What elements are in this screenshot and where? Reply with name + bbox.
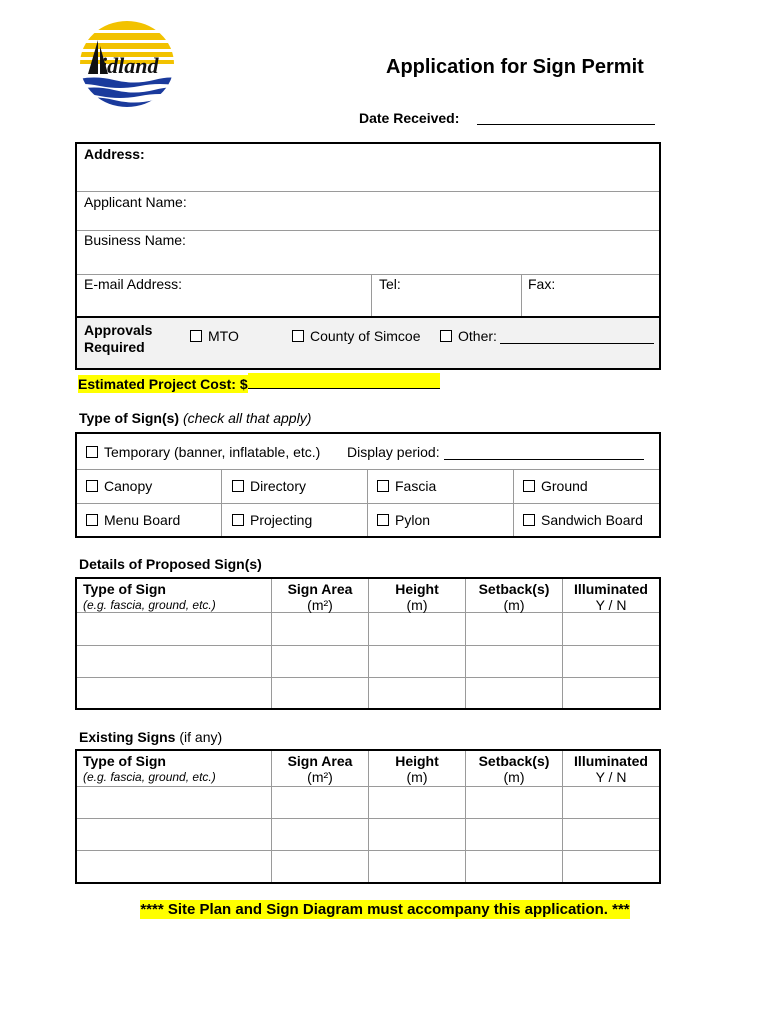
proposed-row-3[interactable] bbox=[77, 678, 659, 708]
business-name-field[interactable] bbox=[187, 231, 657, 274]
ground-label: Ground bbox=[541, 478, 588, 494]
logo-text: idland bbox=[101, 53, 159, 78]
date-received-label: Date Received: bbox=[359, 110, 460, 126]
fax-field[interactable] bbox=[562, 275, 657, 315]
existing-col-height: Height (m) bbox=[395, 753, 439, 785]
applicant-info-box bbox=[75, 142, 661, 370]
fascia-label: Fascia bbox=[395, 478, 437, 494]
directory-label: Directory bbox=[250, 478, 307, 494]
temporary-checkbox[interactable] bbox=[86, 446, 98, 458]
existing-signs-table bbox=[75, 749, 661, 884]
existing-col-setback: Setback(s) (m) bbox=[478, 753, 550, 785]
tel-field[interactable] bbox=[407, 275, 517, 315]
proposed-col-height: Height (m) bbox=[395, 581, 439, 613]
estimated-cost-label: Estimated Project Cost: $ bbox=[78, 376, 248, 392]
menu-board-label: Menu Board bbox=[104, 512, 181, 528]
existing-col-type-note: (e.g. fascia, ground, etc.) bbox=[83, 770, 216, 784]
email-label: E-mail Address: bbox=[84, 276, 183, 292]
directory-checkbox[interactable] bbox=[232, 480, 244, 492]
canopy-checkbox[interactable] bbox=[86, 480, 98, 492]
existing-col-type: Type of Sign bbox=[83, 753, 166, 769]
proposed-col-setback: Setback(s) (m) bbox=[478, 581, 550, 613]
email-field[interactable] bbox=[187, 275, 367, 315]
mto-label: MTO bbox=[208, 328, 239, 344]
canopy-label: Canopy bbox=[104, 478, 153, 494]
existing-row-1[interactable] bbox=[77, 787, 659, 818]
proposed-row-1[interactable] bbox=[77, 613, 659, 645]
projecting-checkbox[interactable] bbox=[232, 514, 244, 526]
proposed-col-area: Sign Area (m²) bbox=[287, 581, 353, 613]
existing-signs-title: Existing Signs (if any) bbox=[79, 729, 223, 745]
existing-row-3[interactable] bbox=[77, 851, 659, 882]
tel-label: Tel: bbox=[379, 276, 401, 292]
fax-label: Fax: bbox=[528, 276, 556, 292]
pylon-checkbox[interactable] bbox=[377, 514, 389, 526]
sandwich-board-label: Sandwich Board bbox=[541, 512, 643, 528]
address-label: Address: bbox=[84, 146, 145, 162]
pylon-label: Pylon bbox=[395, 512, 431, 528]
menu-board-checkbox[interactable] bbox=[86, 514, 98, 526]
business-name-label: Business Name: bbox=[84, 232, 186, 248]
other-approval-label: Other: bbox=[458, 328, 497, 344]
proposed-signs-table bbox=[75, 577, 661, 710]
other-approval-checkbox[interactable] bbox=[440, 330, 452, 342]
approvals-label: Approvals Required bbox=[84, 322, 153, 355]
applicant-name-label: Applicant Name: bbox=[84, 194, 187, 210]
projecting-label: Projecting bbox=[250, 512, 313, 528]
display-period-field[interactable] bbox=[444, 459, 644, 460]
display-period-label: Display period: bbox=[347, 444, 440, 460]
date-received-field[interactable] bbox=[477, 124, 655, 125]
footer-notice-row bbox=[0, 901, 770, 918]
estimated-cost-row bbox=[78, 373, 440, 391]
fascia-checkbox[interactable] bbox=[377, 480, 389, 492]
other-approval-field[interactable] bbox=[500, 343, 654, 344]
proposed-signs-title: Details of Proposed Sign(s) bbox=[79, 556, 262, 572]
existing-col-illuminated: Illuminated Y / N bbox=[574, 753, 648, 785]
ground-checkbox[interactable] bbox=[523, 480, 535, 492]
proposed-col-type: Type of Sign bbox=[83, 581, 166, 597]
site-plan-notice: **** Site Plan and Sign Diagram must accompany this application. *** bbox=[140, 901, 630, 918]
sandwich-board-checkbox[interactable] bbox=[523, 514, 535, 526]
proposed-col-illuminated: Illuminated Y / N bbox=[574, 581, 648, 613]
midland-logo bbox=[74, 20, 180, 108]
applicant-name-field[interactable] bbox=[187, 192, 657, 230]
existing-col-area: Sign Area (m²) bbox=[287, 753, 353, 785]
sign-types-title: Type of Sign(s) (check all that apply) bbox=[79, 410, 312, 426]
county-of-simcoe-checkbox[interactable] bbox=[292, 330, 304, 342]
sign-types-box bbox=[75, 432, 661, 538]
proposed-col-type-note: (e.g. fascia, ground, etc.) bbox=[83, 598, 216, 612]
estimated-cost-field[interactable] bbox=[248, 373, 440, 389]
county-of-simcoe-label: County of Simcoe bbox=[310, 328, 421, 344]
proposed-row-2[interactable] bbox=[77, 646, 659, 677]
mto-checkbox[interactable] bbox=[190, 330, 202, 342]
existing-row-2[interactable] bbox=[77, 819, 659, 850]
page-title: Application for Sign Permit bbox=[386, 56, 644, 78]
temporary-label: Temporary (banner, inflatable, etc.) bbox=[104, 444, 321, 460]
address-field[interactable] bbox=[77, 144, 659, 191]
